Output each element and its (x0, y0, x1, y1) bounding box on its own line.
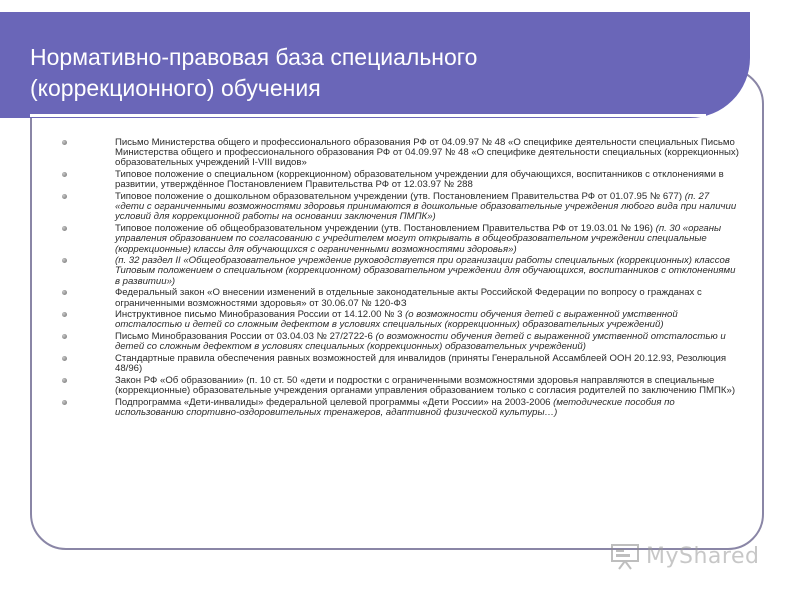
list-item (60, 224, 740, 255)
item-text: Письмо Минобразования России от 03.04.03 № 27/2722-6 (115, 331, 376, 343)
item-text: Подпрограмма «Дети-инвалиды» федеральной целевой программы «Дети России» на 2003-2006 (115, 396, 554, 408)
bullet-icon (62, 334, 67, 339)
list-item (60, 256, 740, 287)
item-text: Типовое положение о дошкольном образовательном учреждении (утв. Постановлением Правительства РФ от 01.07.95 № 677) (115, 191, 685, 203)
bullet-icon (62, 258, 67, 263)
bullet-icon (62, 194, 67, 199)
presentation-board-icon (610, 542, 640, 570)
slide-title-line: (коррекционного) обучения (30, 75, 321, 101)
item-note: (п. 30 «органы управления образованием по согласованию с учредителем могут открывать в общеобразовательном учреждении специальные (коррекционные) классы для обучающихся с ограниченными возможностями здоровья») (115, 223, 722, 255)
bullet-icon (62, 172, 67, 177)
item-text: Федеральный закон «О внесении изменений в отдельные законодательные акты Российской Федерации по вопросу о гражданах с ограниченными возможностями здоровья» от 30.06.07 № 120-ФЗ (115, 287, 702, 309)
slide-title-line: Нормативно-правовая база специального (30, 44, 478, 70)
bullet-icon (62, 290, 67, 295)
bullet-icon (62, 356, 67, 361)
bullet-icon (62, 312, 67, 317)
item-text: Письмо Министерства общего и профессионального образования РФ от 04.09.97 № 48 «О специфике деятельности специальных Письмо Министерства общего и профессионального образования РФ от 04.09.97 № 48 «О специфике деятельности специальных (коррекционных) образовательных учреждений I-VIII видов» (115, 137, 739, 169)
list-item (60, 310, 740, 330)
title-underline (30, 114, 706, 117)
item-text: Закон РФ «Об образовании» (п. 10 ст. 50 «дети и подростки с ограниченными возможностями здоровья направляются в специальные (коррекционные) образовательные учреждения органами управления образованием только с согласия родителей по заключению ПМПК») (115, 374, 736, 397)
watermark (610, 541, 759, 571)
list-item (60, 192, 740, 223)
item-text: Стандартные правила обеспечения равных возможностей для инвалидов (приняты Генеральной Ассамблеей ООН 20.12.93, Резолюция 48/96) (115, 353, 727, 375)
slide-title (30, 42, 610, 104)
list-item (60, 376, 740, 396)
bullet-icon (62, 378, 67, 383)
item-note: (о возможности обучения детей с выраженной умственной отсталостью и детей со сложным дефектом в условиях специальных (коррекционных) образовательных учреждений) (115, 309, 678, 331)
item-text: Инструктивное письмо Минобразования России от 14.12.00 № 3 (115, 309, 406, 321)
item-text: Типовое положение о специальном (коррекционном) образовательном учреждении для обучающихся, воспитанников с отклонениями в развитии, утверждённое Постановлением Правительства РФ от 12.03.97 № 288 (115, 169, 724, 191)
watermark-text: MyShared (646, 543, 760, 569)
bullet-icon (62, 400, 67, 405)
item-note: (п. 27 «дети с ограниченными возможностями здоровья принимаются в дошкольные образовательные учреждения любого вида при наличии условий для коррекционной работы на основании заключения ПМПК») (115, 191, 737, 223)
item-note: (п. 32 раздел II «Общеобразовательное учреждение руководствуется при организации работы специальных (коррекционных) классов Типовым положением о специальном (коррекционном) образовательном учреждении для обучающихся, воспитанников с отклонениями в развитии») (115, 255, 736, 287)
list-item (60, 354, 740, 374)
list-item (60, 170, 740, 190)
item-text: Типовое положение об общеобразовательном учреждении (утв. Постановлением Правительства РФ от 19.03.01 № 196) (115, 223, 656, 235)
list-item (60, 138, 740, 169)
title-banner (0, 12, 750, 118)
list-item (60, 332, 740, 352)
regulations-list (60, 138, 740, 420)
list-item (60, 288, 740, 308)
bullet-icon (62, 140, 67, 145)
item-note: (о возможности обучения детей с выраженной умственной отсталостью и детей со сложным дефектом в условиях специальных (коррекционных) образовательных учреждений) (115, 331, 726, 353)
item-note: (методические пособия по использованию спортивно-оздоровительных тренажеров, адаптивной физической культуры…) (115, 396, 675, 419)
list-item (60, 398, 740, 418)
bullet-icon (62, 226, 67, 231)
